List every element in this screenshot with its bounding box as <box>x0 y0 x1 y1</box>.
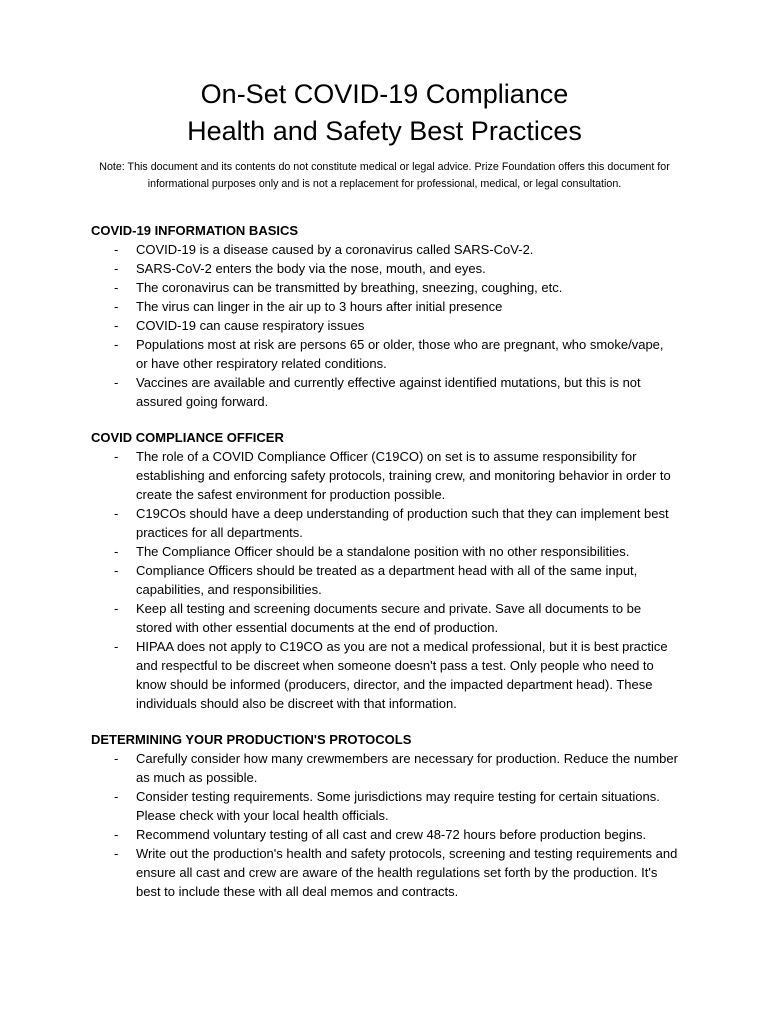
list-item-text: COVID-19 can cause respiratory issues <box>136 318 365 333</box>
list-item-text: C19COs should have a deep understanding of production such that they can implement best practices for all departments. <box>136 506 669 540</box>
bullet-dash: - <box>114 261 119 276</box>
list-item-text: SARS-CoV-2 enters the body via the nose, mouth, and eyes. <box>136 261 486 276</box>
section-production-protocols <box>91 730 678 901</box>
list-item <box>91 561 678 599</box>
list-item-text: Recommend voluntary testing of all cast and crew 48-72 hours before production begins. <box>136 827 647 842</box>
disclaimer-note: Note: This document and its contents do not constitute medical or legal advice. Prize Foundation offers this document for informational purposes only and is not a replacement for professional, medical, or legal consultation. <box>99 161 670 190</box>
list-item <box>91 335 678 373</box>
list-item <box>91 749 678 787</box>
list-item-text: The virus can linger in the air up to 3 hours after initial presence <box>136 299 503 314</box>
list-item-text: Compliance Officers should be treated as a department head with all of the same input, capabilities, and responsibilities. <box>136 563 638 597</box>
list-item <box>91 542 678 561</box>
bullet-dash: - <box>114 280 119 295</box>
list-item-text: Populations most at risk are persons 65 or older, those who are pregnant, who smoke/vape, or have other respiratory related conditions. <box>136 337 664 371</box>
list-item <box>91 259 678 278</box>
bullet-dash: - <box>114 751 119 766</box>
section-compliance-officer <box>91 428 678 713</box>
bullet-dash: - <box>114 544 119 559</box>
bullet-dash: - <box>114 846 119 861</box>
list-item-text: Write out the production's health and safety protocols, screening and testing requirements and ensure all cast and crew are aware of the health regulations set forth by the production. It's best to include these with all deal memos and contracts. <box>136 846 678 899</box>
list-item <box>91 240 678 259</box>
list-item-text: Vaccines are available and currently effective against identified mutations, but this is not assured going forward. <box>136 375 641 409</box>
list-item-text: HIPAA does not apply to C19CO as you are not a medical professional, but it is best practice and respectful to be discreet when someone doesn't pass a test. Only people who need to know should be informed (producers, director, and the impacted department head). These individuals should also be discreet with that information. <box>136 639 668 711</box>
list-item-text: Keep all testing and screening documents secure and private. Save all documents to be stored with other essential documents at the end of production. <box>136 601 642 635</box>
list-item-text: Consider testing requirements. Some jurisdictions may require testing for certain situations. Please check with your local health officials. <box>136 789 660 823</box>
bullet-dash: - <box>114 318 119 333</box>
list-item <box>91 844 678 901</box>
list-item <box>91 316 678 335</box>
bullet-dash: - <box>114 506 119 521</box>
list-item <box>91 447 678 504</box>
bullet-list <box>91 240 678 411</box>
title-line-2: Health and Safety Best Practices <box>187 116 582 146</box>
section-info-basics <box>91 221 678 411</box>
list-item <box>91 297 678 316</box>
list-item-text: Carefully consider how many crewmembers are necessary for production. Reduce the number as much as possible. <box>136 751 678 785</box>
bullet-dash: - <box>114 563 119 578</box>
list-item-text: The coronavirus can be transmitted by breathing, sneezing, coughing, etc. <box>136 280 563 295</box>
list-item <box>91 504 678 542</box>
bullet-dash: - <box>114 789 119 804</box>
list-item <box>91 825 678 844</box>
list-item <box>91 637 678 713</box>
section-heading: DETERMINING YOUR PRODUCTION'S PROTOCOLS <box>91 732 412 747</box>
list-item-text: COVID-19 is a disease caused by a coronavirus called SARS-CoV-2. <box>136 242 534 257</box>
list-item-text: The role of a COVID Compliance Officer (C19CO) on set is to assume responsibility for establishing and enforcing safety protocols, training crew, and monitoring behavior in order to create the safest environment for production possible. <box>136 449 671 502</box>
bullet-dash: - <box>114 299 119 314</box>
title-line-1: On-Set COVID-19 Compliance <box>200 79 569 109</box>
bullet-dash: - <box>114 242 119 257</box>
bullet-dash: - <box>114 639 119 654</box>
bullet-dash: - <box>114 601 119 616</box>
list-item <box>91 599 678 637</box>
list-item-text: The Compliance Officer should be a standalone position with no other responsibilities. <box>136 544 630 559</box>
list-item <box>91 278 678 297</box>
bullet-dash: - <box>114 375 119 390</box>
list-item <box>91 787 678 825</box>
section-heading: COVID COMPLIANCE OFFICER <box>91 430 284 445</box>
bullet-list <box>91 447 678 713</box>
bullet-list <box>91 749 678 901</box>
bullet-dash: - <box>114 449 119 464</box>
bullet-dash: - <box>114 337 119 352</box>
bullet-dash: - <box>114 827 119 842</box>
section-heading: COVID-19 INFORMATION BASICS <box>91 223 299 238</box>
document-title <box>91 0 678 150</box>
list-item <box>91 373 678 411</box>
